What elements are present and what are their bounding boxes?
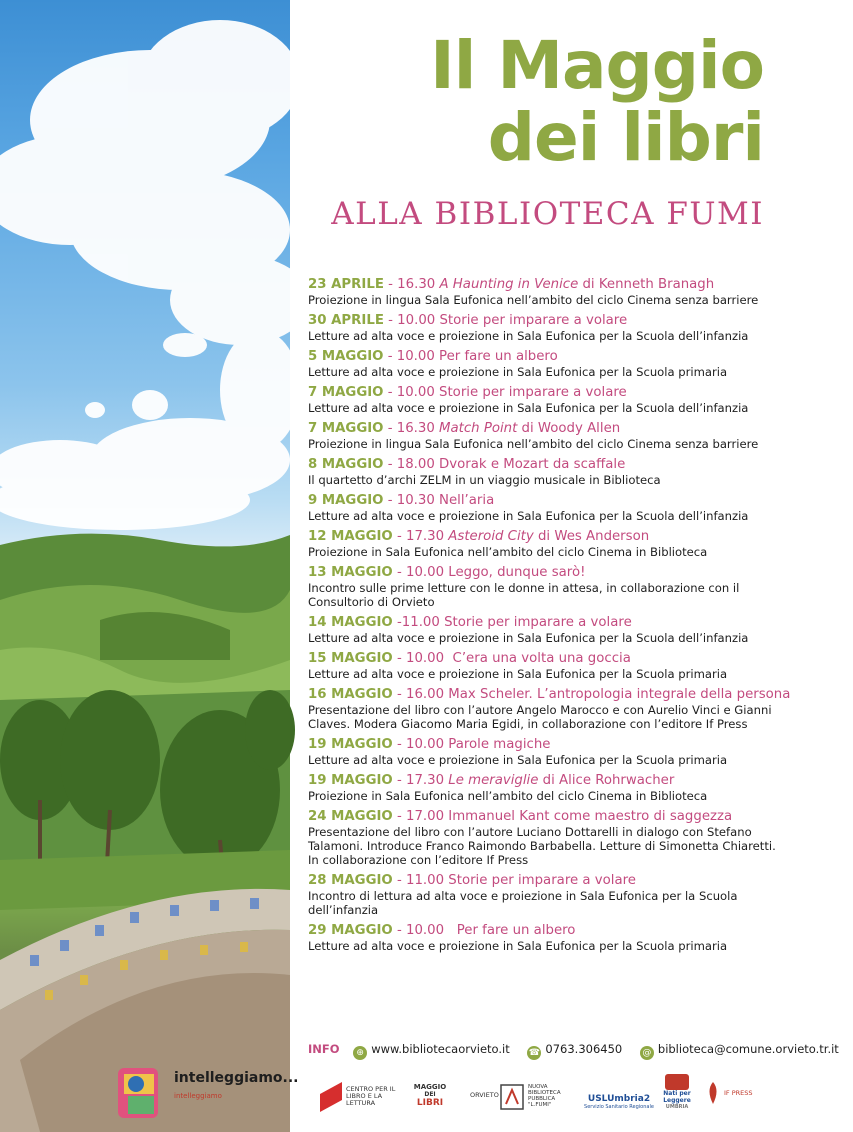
event-description: Letture ad alta voce e proiezione in Sala Eufonica per la Scuola dell’infanzia (308, 329, 749, 343)
event-time: - 10.00 (392, 923, 453, 938)
event-date: 24 MAGGIO (308, 809, 393, 824)
event-header (308, 348, 778, 365)
orvieto-logo (470, 1074, 500, 1120)
event-title: Storie per imparare a volare (448, 873, 636, 888)
sponsor-logos (320, 1074, 760, 1120)
orvieto-text: ORVIETO (470, 1091, 499, 1099)
event-time: - 10.00 (392, 651, 453, 666)
intelleggiamo-name: intelleggiamo... (174, 1070, 299, 1086)
event-title-italic: Match Point (439, 421, 518, 436)
event-date: 12 MAGGIO (308, 529, 393, 544)
event-item (308, 528, 778, 559)
event-description: Letture ad alta voce e proiezione in Sala Eufonica per la Scuola primaria (308, 365, 728, 379)
usl-subtext: Servizio Sanitario Regionale (584, 1104, 654, 1110)
event-description: Proiezione in Sala Eufonica nell’ambito del ciclo Cinema in Biblioteca (308, 545, 708, 559)
event-description: Presentazione del libro con l’autore Luciano Dottarelli in dialogo con Stefano Talamoni. Introduce Franco Raimondo Barbabella. Letture di Simonetta Chiaretti. In collaborazione con l’editore If Press (308, 825, 776, 867)
event-item (308, 312, 778, 343)
npl-subtext: UMBRIA (665, 1104, 689, 1110)
event-time: - 10.00 (383, 313, 440, 328)
event-title-italic: Asteroid City (448, 529, 534, 544)
event-item (308, 456, 778, 487)
intelleggiamo-tagline: intelleggiamo (174, 1092, 222, 1100)
event-time: - 16.00 (392, 687, 449, 702)
email-text: biblioteca@comune.orvieto.tr.it (657, 1042, 839, 1056)
title-line-2: dei libri (487, 99, 764, 176)
biblioteca-fumi-logo (500, 1074, 570, 1120)
maggio-logo-libri: LIBRI (416, 1098, 444, 1108)
if-press-mark-icon (706, 1082, 720, 1104)
event-item (308, 736, 778, 767)
landscape-photo (0, 0, 290, 1132)
event-time: - 10.30 (383, 493, 440, 508)
event-description: Incontro di lettura ad alta voce e proiezione in Sala Eufonica per la Scuola dell’infanzia (308, 889, 738, 917)
event-header (308, 384, 778, 401)
usl-umbria-logo (584, 1074, 654, 1120)
cepell-logo (320, 1074, 400, 1120)
event-description: Il quartetto d’archi ZELM in un viaggio musicale in Biblioteca (308, 473, 661, 487)
event-date: 5 MAGGIO (308, 349, 384, 364)
landscape-illustration (0, 0, 290, 1132)
event-date: 19 MAGGIO (308, 737, 393, 752)
if-press-text: IF PRESS (724, 1089, 753, 1097)
website-item[interactable] (353, 1042, 510, 1056)
event-date: 30 APRILE (308, 313, 384, 328)
nati-per-leggere-logo (662, 1074, 692, 1120)
event-item (308, 872, 778, 917)
event-header (308, 686, 791, 703)
biblioteca-mark-icon (500, 1084, 524, 1110)
info-label: INFO (308, 1042, 340, 1056)
event-description: Presentazione del libro con l’autore Angelo Marocco e con Aurelio Vinci e Gianni Claves. Modera Giacomo Maria Egidi, in collaborazione con l’editore If Press (308, 703, 772, 731)
event-time: - 10.00 (392, 737, 449, 752)
maggio-libri-logo (412, 1074, 448, 1120)
phone-icon: ☎ (528, 1048, 541, 1058)
event-date: 28 MAGGIO (308, 873, 393, 888)
event-time: - 18.00 (383, 457, 440, 472)
event-header (308, 736, 778, 753)
event-time: - 17.30 (392, 773, 449, 788)
website-text: www.bibliotecaorvieto.it (371, 1042, 510, 1056)
event-date: 29 MAGGIO (308, 923, 393, 938)
event-description: Letture ad alta voce e proiezione in Sala Eufonica per la Scuola dell’infanzia (308, 631, 749, 645)
event-title: Storie per imparare a volare (439, 313, 628, 328)
event-title: Leggo, dunque sarò! (448, 565, 586, 580)
event-title: Nell’aria (439, 493, 495, 508)
event-title: Max Scheler. L’antropologia integrale della persona (448, 687, 791, 702)
event-header (308, 808, 778, 825)
event-item (308, 686, 791, 731)
globe-icon: ⊕ (353, 1046, 367, 1060)
event-description: Letture ad alta voce e proiezione in Sala Eufonica per la Scuola primaria (308, 753, 728, 767)
event-date: 8 MAGGIO (308, 457, 384, 472)
event-title: di Woody Allen (517, 421, 621, 436)
event-list (308, 276, 791, 958)
intelleggiamo-logo (110, 1058, 299, 1122)
usl-text: USLUmbria2 (587, 1094, 651, 1104)
event-title-italic: A Haunting in Venice (439, 277, 579, 292)
event-title: Storie per imparare a volare (444, 615, 632, 630)
reader-illustration-icon (110, 1058, 170, 1122)
event-time: -11.00 (392, 615, 445, 630)
event-item (308, 922, 778, 953)
event-description: Incontro sulle prime letture con le donne in attesa, in collaborazione con il Consultorio di Orvieto (308, 581, 740, 609)
event-title: Storie per imparare a volare (439, 385, 627, 400)
event-description: Letture ad alta voce e proiezione in Sala Eufonica per la Scuola primaria (308, 939, 728, 953)
event-time: - 16.30 (383, 277, 440, 292)
biblioteca-text: NUOVA BIBLIOTECA PUBBLICA "L.FUMI" (528, 1084, 561, 1108)
event-title: Per fare un albero (439, 349, 558, 364)
event-description: Letture ad alta voce e proiezione in Sala Eufonica per la Scuola dell’infanzia (308, 509, 749, 523)
event-time: - 10.00 (392, 565, 449, 580)
event-description: Proiezione in lingua Sala Eufonica nell’ambito del ciclo Cinema senza barriere (308, 437, 759, 451)
event-time: - 10.00 (383, 385, 440, 400)
event-header (308, 492, 778, 509)
phone-item[interactable] (527, 1042, 622, 1056)
info-bar (308, 1040, 839, 1058)
poster-subtitle: ALLA BIBLIOTECA FUMI (331, 196, 764, 232)
event-date: 7 MAGGIO (308, 385, 384, 400)
poster-title (300, 27, 764, 176)
event-header (308, 650, 778, 667)
npl-text: Nati per Leggere (663, 1090, 691, 1104)
email-item[interactable] (640, 1042, 839, 1056)
event-header (308, 312, 778, 329)
cepell-text: CENTRO PER IL LIBRO E LA LETTURA (346, 1085, 396, 1107)
event-title: di Wes Anderson (533, 529, 650, 544)
event-date: 23 APRILE (308, 277, 384, 292)
event-date: 16 MAGGIO (308, 687, 393, 702)
event-header (308, 528, 778, 545)
event-title: Per fare un albero (452, 923, 576, 938)
event-time: - 16.30 (383, 421, 440, 436)
event-item (308, 348, 778, 379)
event-header (308, 772, 778, 789)
event-header (308, 922, 778, 939)
event-title: di Kenneth Branagh (578, 277, 715, 292)
title-line-1: Il Maggio (430, 27, 764, 104)
event-description: Proiezione in lingua Sala Eufonica nell’ambito del ciclo Cinema senza barriere (308, 293, 759, 307)
event-title: C’era una volta una goccia (452, 651, 631, 666)
event-time: - 10.00 (383, 349, 440, 364)
event-date: 15 MAGGIO (308, 651, 393, 666)
event-time: - 17.30 (392, 529, 449, 544)
event-date: 7 MAGGIO (308, 421, 384, 436)
maggio-logo-top: MAGGIO (413, 1083, 447, 1091)
event-item (308, 808, 778, 867)
phone-text: 0763.306450 (545, 1042, 623, 1056)
event-header (308, 872, 778, 889)
event-date: 13 MAGGIO (308, 565, 393, 580)
event-title: Parole magiche (448, 737, 551, 752)
event-header (308, 276, 778, 293)
event-item (308, 772, 778, 803)
event-description: Proiezione in Sala Eufonica nell’ambito del ciclo Cinema in Biblioteca (308, 789, 708, 803)
event-title: Dvorak e Mozart da scaffale (439, 457, 626, 472)
event-header (308, 564, 778, 581)
maggio-logo-dei: DEI (424, 1091, 436, 1098)
event-title-italic: Le meraviglie (448, 773, 539, 788)
event-date: 9 MAGGIO (308, 493, 384, 508)
event-title: Immanuel Kant come maestro di saggezza (448, 809, 733, 824)
event-time: - 11.00 (392, 873, 449, 888)
event-item (308, 276, 778, 307)
event-date: 14 MAGGIO (308, 615, 393, 630)
at-icon: @ (640, 1046, 654, 1060)
cepell-mark-icon (320, 1082, 342, 1112)
event-title: di Alice Rohrwacher (538, 773, 675, 788)
npl-mark-icon (665, 1074, 689, 1090)
event-item (308, 564, 778, 609)
event-date: 19 MAGGIO (308, 773, 393, 788)
event-header (308, 420, 778, 437)
event-header (308, 614, 778, 631)
event-item (308, 650, 778, 681)
event-header (308, 456, 778, 473)
event-description: Letture ad alta voce e proiezione in Sala Eufonica per la Scuola dell’infanzia (308, 401, 749, 415)
event-description: Letture ad alta voce e proiezione in Sala Eufonica per la Scuola primaria (308, 667, 728, 681)
event-time: - 17.00 (392, 809, 449, 824)
event-item (308, 492, 778, 523)
event-item (308, 384, 778, 415)
event-item (308, 420, 778, 451)
if-press-logo (706, 1074, 760, 1120)
event-item (308, 614, 778, 645)
